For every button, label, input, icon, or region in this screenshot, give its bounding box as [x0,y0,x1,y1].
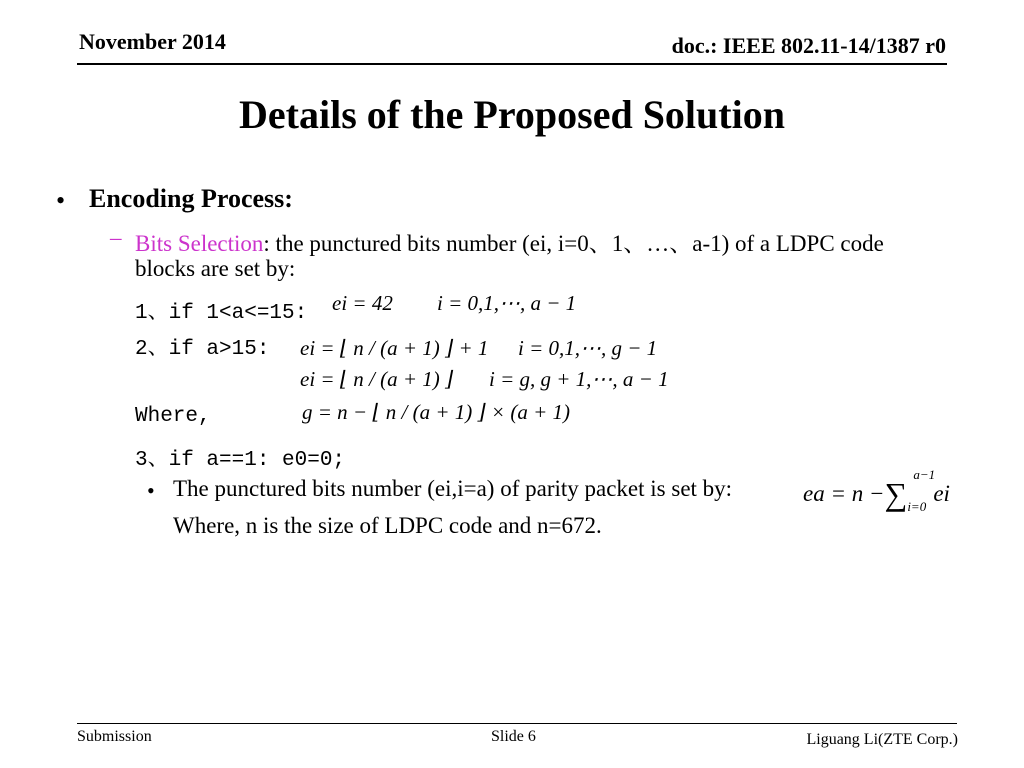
formula-eq3-right: i = g, g + 1,⋯, a − 1 [489,367,669,391]
bits-selection-text: : the punctured bits number (ei, i=0、1、…、a-1) of a LDPC code [263,231,884,256]
header-doc-id: doc.: IEEE 802.11-14/1387 r0 [671,33,946,58]
formula-eq2-left: ei = ⌊ n / (a + 1) ⌋ + 1 [300,336,489,360]
sum-upper: a−1 [913,466,936,482]
sum-lower: i=0 [907,498,927,514]
footer-author: Liguang Li(ZTE Corp.) [806,731,958,748]
formula-eq1-right: i = 0,1,⋯, a − 1 [437,291,577,315]
formula-eq4: g = n − ⌊ n / (a + 1) ⌋ × (a + 1) [302,400,571,424]
dash-marker: – [110,225,122,250]
footer-divider [77,723,957,724]
encoding-heading: Encoding Process: [89,184,293,213]
header-date: November 2014 [79,29,226,54]
footer-slide-number: Slide 6 [491,728,536,745]
parity-text: The punctured bits number (ei,i=a) of parity packet is set by: [173,476,733,501]
formula-parity-sum [803,466,950,519]
case1-label: 1、if 1<a<=15: [135,302,308,325]
case3-label: 3、if a==1: e0=0; [135,449,346,472]
sum-lhs: ea = n − [803,481,885,506]
header-divider [77,63,947,65]
sum-limits [907,466,936,519]
where-label: Where, [135,405,211,428]
footer-submission: Submission [77,728,152,745]
sub-bullet-marker: • [147,478,155,503]
formula-eq1-left: ei = 42 [332,291,393,315]
case2-label: 2、if a>15: [135,338,270,361]
formula-eq3-left: ei = ⌊ n / (a + 1) ⌋ [300,367,454,391]
bits-selection-text-cont: blocks are set by: [135,256,296,281]
bits-selection-line [135,225,884,258]
bullet-marker: • [56,186,66,215]
sum-term: ei [933,481,950,506]
bits-selection-label: Bits Selection [135,231,264,256]
slide-title: Details of the Proposed Solution [239,92,785,137]
formula-eq2-right: i = 0,1,⋯, g − 1 [518,336,658,360]
n-definition-text: Where, n is the size of LDPC code and n=672. [173,513,602,538]
sum-symbol: ∑ [884,476,908,512]
